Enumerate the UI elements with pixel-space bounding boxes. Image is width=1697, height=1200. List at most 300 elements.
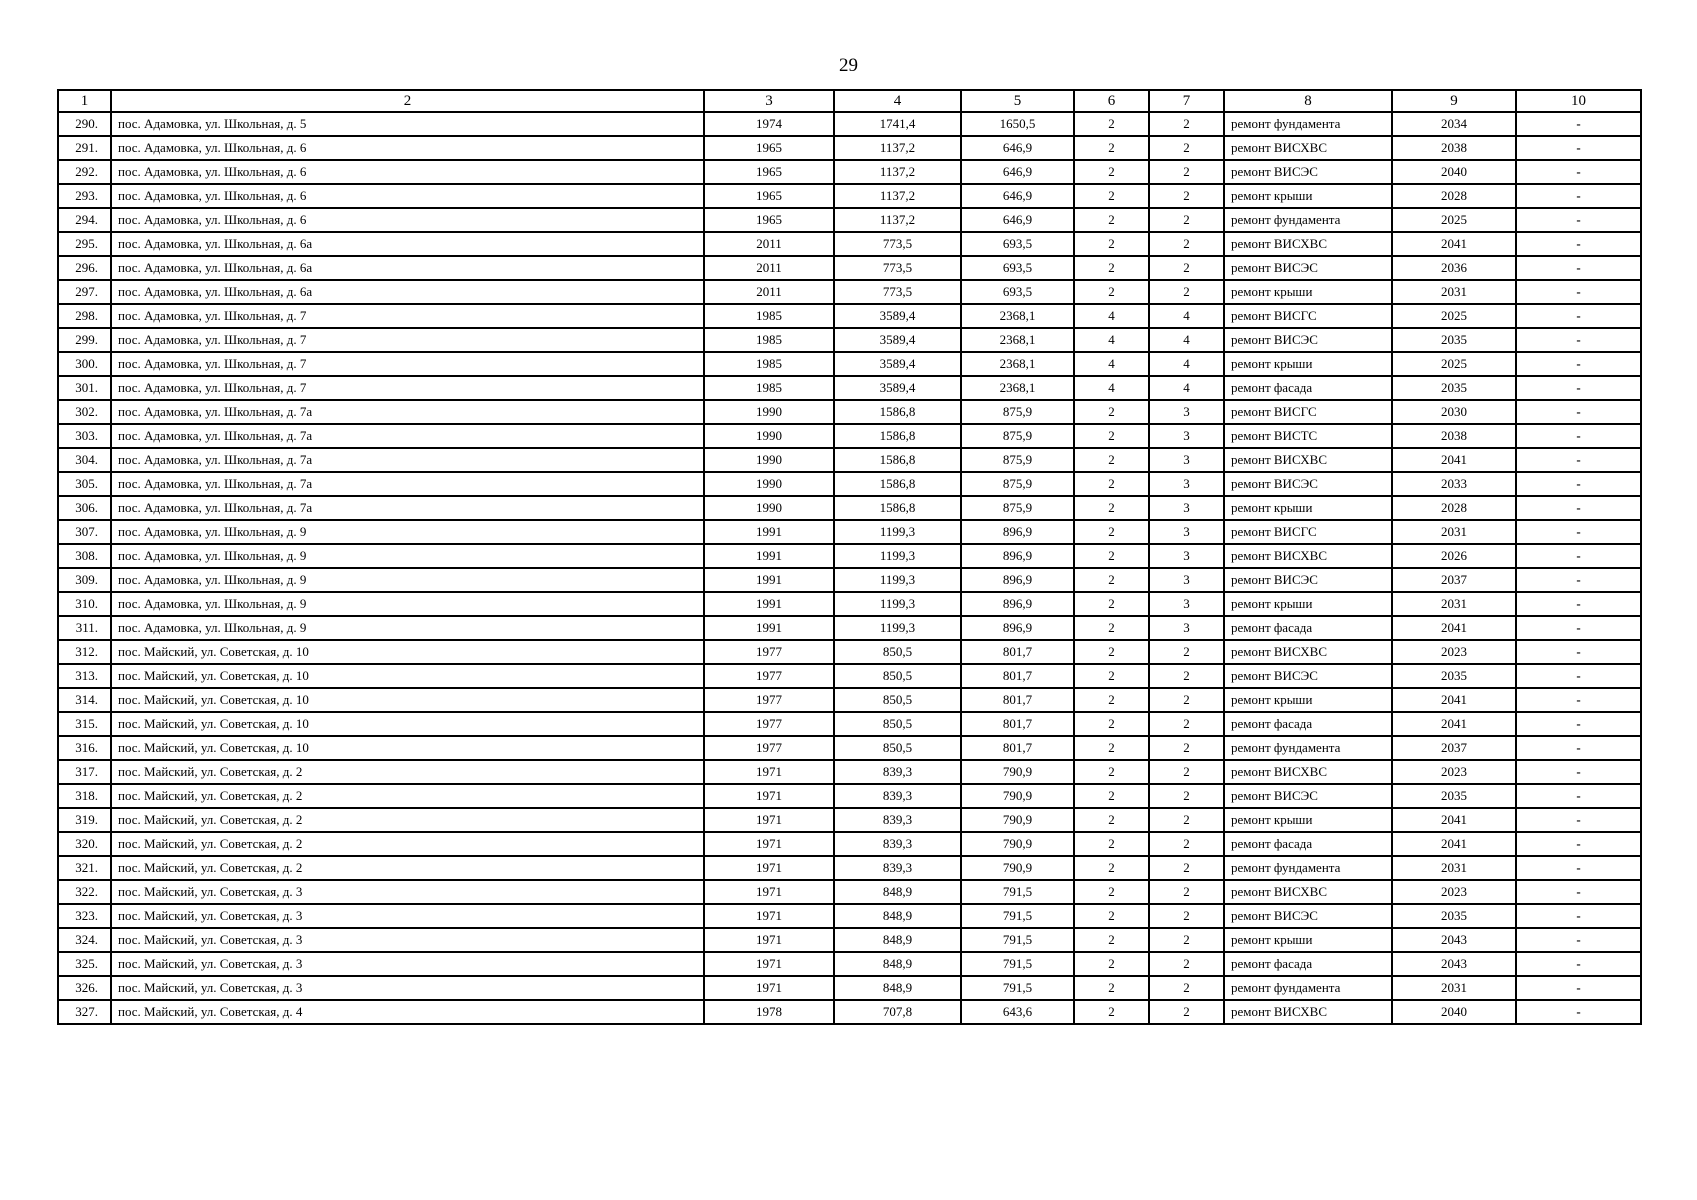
- table-row: [58, 784, 1641, 808]
- cell-total-area: 848,9: [834, 976, 961, 1000]
- cell-total-area: 3589,4: [834, 328, 961, 352]
- cell-note: -: [1516, 136, 1641, 160]
- table-row: [58, 856, 1641, 880]
- cell-total-area: 1586,8: [834, 496, 961, 520]
- cell-living-area: 875,9: [961, 424, 1074, 448]
- cell-total-area: 1741,4: [834, 112, 961, 136]
- cell-floors: 2: [1074, 928, 1149, 952]
- cell-work-type: ремонт ВИСЭС: [1224, 568, 1392, 592]
- cell-floors: 2: [1074, 688, 1149, 712]
- cell-floors: 2: [1074, 832, 1149, 856]
- cell-work-type: ремонт ВИСХВС: [1224, 448, 1392, 472]
- cell-work-type: ремонт ВИСЭС: [1224, 904, 1392, 928]
- cell-total-area: 850,5: [834, 736, 961, 760]
- cell-note: -: [1516, 808, 1641, 832]
- cell-floors: 2: [1074, 640, 1149, 664]
- cell-total-area: 707,8: [834, 1000, 961, 1024]
- cell-living-area: 646,9: [961, 184, 1074, 208]
- cell-living-area: 875,9: [961, 400, 1074, 424]
- cell-work-type: ремонт фундамента: [1224, 112, 1392, 136]
- cell-entrances: 3: [1149, 424, 1224, 448]
- table-row: [58, 256, 1641, 280]
- cell-total-area: 1199,3: [834, 520, 961, 544]
- cell-row-number: 326.: [58, 976, 111, 1000]
- cell-row-number: 308.: [58, 544, 111, 568]
- cell-entrances: 2: [1149, 160, 1224, 184]
- cell-entrances: 2: [1149, 928, 1224, 952]
- table-row: [58, 424, 1641, 448]
- cell-total-area: 1199,3: [834, 568, 961, 592]
- cell-planned-year: 2031: [1392, 856, 1516, 880]
- cell-living-area: 801,7: [961, 712, 1074, 736]
- cell-note: -: [1516, 184, 1641, 208]
- cell-floors: 4: [1074, 352, 1149, 376]
- cell-note: -: [1516, 592, 1641, 616]
- cell-living-area: 875,9: [961, 472, 1074, 496]
- cell-entrances: 2: [1149, 856, 1224, 880]
- cell-floors: 2: [1074, 784, 1149, 808]
- cell-row-number: 315.: [58, 712, 111, 736]
- cell-note: -: [1516, 832, 1641, 856]
- cell-address: пос. Майский, ул. Советская, д. 2: [111, 808, 704, 832]
- cell-planned-year: 2040: [1392, 1000, 1516, 1024]
- table-row: [58, 568, 1641, 592]
- table-row: [58, 328, 1641, 352]
- cell-floors: 2: [1074, 112, 1149, 136]
- column-header-3: 3: [704, 90, 834, 112]
- cell-entrances: 3: [1149, 568, 1224, 592]
- cell-living-area: 2368,1: [961, 304, 1074, 328]
- cell-note: -: [1516, 160, 1641, 184]
- cell-living-area: 791,5: [961, 904, 1074, 928]
- cell-work-type: ремонт ВИСГС: [1224, 400, 1392, 424]
- cell-floors: 2: [1074, 856, 1149, 880]
- table-body: [58, 112, 1641, 1024]
- cell-note: -: [1516, 448, 1641, 472]
- cell-note: -: [1516, 904, 1641, 928]
- cell-work-type: ремонт фасада: [1224, 832, 1392, 856]
- cell-year-built: 1990: [704, 400, 834, 424]
- cell-entrances: 2: [1149, 664, 1224, 688]
- cell-row-number: 296.: [58, 256, 111, 280]
- cell-address: пос. Майский, ул. Советская, д. 2: [111, 856, 704, 880]
- cell-entrances: 2: [1149, 952, 1224, 976]
- cell-row-number: 312.: [58, 640, 111, 664]
- cell-floors: 2: [1074, 760, 1149, 784]
- cell-address: пос. Адамовка, ул. Школьная, д. 9: [111, 520, 704, 544]
- cell-living-area: 693,5: [961, 256, 1074, 280]
- cell-year-built: 2011: [704, 280, 834, 304]
- cell-planned-year: 2025: [1392, 208, 1516, 232]
- cell-row-number: 291.: [58, 136, 111, 160]
- cell-living-area: 875,9: [961, 448, 1074, 472]
- table-row: [58, 592, 1641, 616]
- cell-floors: 2: [1074, 568, 1149, 592]
- cell-row-number: 324.: [58, 928, 111, 952]
- cell-planned-year: 2023: [1392, 640, 1516, 664]
- cell-living-area: 896,9: [961, 568, 1074, 592]
- table-row: [58, 904, 1641, 928]
- cell-address: пос. Майский, ул. Советская, д. 10: [111, 664, 704, 688]
- cell-year-built: 1985: [704, 304, 834, 328]
- cell-floors: 2: [1074, 136, 1149, 160]
- cell-living-area: 693,5: [961, 232, 1074, 256]
- table-row: [58, 496, 1641, 520]
- cell-total-area: 839,3: [834, 808, 961, 832]
- cell-note: -: [1516, 112, 1641, 136]
- table-row: [58, 208, 1641, 232]
- cell-address: пос. Майский, ул. Советская, д. 3: [111, 976, 704, 1000]
- cell-planned-year: 2037: [1392, 736, 1516, 760]
- table-row: [58, 976, 1641, 1000]
- cell-note: -: [1516, 280, 1641, 304]
- cell-work-type: ремонт ВИСХВС: [1224, 232, 1392, 256]
- cell-year-built: 1991: [704, 592, 834, 616]
- cell-living-area: 791,5: [961, 880, 1074, 904]
- cell-living-area: 1650,5: [961, 112, 1074, 136]
- cell-planned-year: 2023: [1392, 760, 1516, 784]
- cell-row-number: 320.: [58, 832, 111, 856]
- cell-work-type: ремонт фундамента: [1224, 856, 1392, 880]
- cell-work-type: ремонт крыши: [1224, 280, 1392, 304]
- cell-address: пос. Адамовка, ул. Школьная, д. 6а: [111, 232, 704, 256]
- cell-total-area: 839,3: [834, 784, 961, 808]
- cell-note: -: [1516, 496, 1641, 520]
- cell-total-area: 1137,2: [834, 184, 961, 208]
- cell-work-type: ремонт ВИСЭС: [1224, 256, 1392, 280]
- column-header-2: 2: [111, 90, 704, 112]
- cell-year-built: 1985: [704, 352, 834, 376]
- cell-row-number: 321.: [58, 856, 111, 880]
- cell-row-number: 306.: [58, 496, 111, 520]
- cell-year-built: 1965: [704, 184, 834, 208]
- table-row: [58, 472, 1641, 496]
- table-row: [58, 136, 1641, 160]
- cell-note: -: [1516, 664, 1641, 688]
- cell-year-built: 1977: [704, 712, 834, 736]
- cell-year-built: 1971: [704, 976, 834, 1000]
- table-row: [58, 448, 1641, 472]
- cell-living-area: 791,5: [961, 952, 1074, 976]
- cell-floors: 2: [1074, 280, 1149, 304]
- cell-total-area: 1137,2: [834, 160, 961, 184]
- cell-work-type: ремонт ВИСХВС: [1224, 640, 1392, 664]
- table-row: [58, 616, 1641, 640]
- cell-entrances: 2: [1149, 208, 1224, 232]
- cell-planned-year: 2035: [1392, 664, 1516, 688]
- cell-living-area: 896,9: [961, 544, 1074, 568]
- page-number: 29: [839, 55, 858, 76]
- cell-year-built: 1977: [704, 688, 834, 712]
- table-row: [58, 520, 1641, 544]
- cell-total-area: 839,3: [834, 832, 961, 856]
- cell-work-type: ремонт крыши: [1224, 808, 1392, 832]
- cell-address: пос. Адамовка, ул. Школьная, д. 6: [111, 160, 704, 184]
- cell-year-built: 1971: [704, 856, 834, 880]
- cell-planned-year: 2041: [1392, 616, 1516, 640]
- column-header-5: 5: [961, 90, 1074, 112]
- cell-entrances: 2: [1149, 976, 1224, 1000]
- cell-entrances: 2: [1149, 112, 1224, 136]
- cell-total-area: 1586,8: [834, 472, 961, 496]
- cell-row-number: 318.: [58, 784, 111, 808]
- cell-row-number: 323.: [58, 904, 111, 928]
- cell-entrances: 3: [1149, 400, 1224, 424]
- cell-work-type: ремонт ВИСЭС: [1224, 472, 1392, 496]
- cell-work-type: ремонт крыши: [1224, 592, 1392, 616]
- cell-row-number: 311.: [58, 616, 111, 640]
- cell-total-area: 1586,8: [834, 448, 961, 472]
- cell-planned-year: 2028: [1392, 496, 1516, 520]
- cell-note: -: [1516, 256, 1641, 280]
- cell-row-number: 319.: [58, 808, 111, 832]
- cell-planned-year: 2041: [1392, 688, 1516, 712]
- cell-planned-year: 2031: [1392, 976, 1516, 1000]
- table-row: [58, 544, 1641, 568]
- cell-row-number: 298.: [58, 304, 111, 328]
- cell-floors: 4: [1074, 304, 1149, 328]
- cell-note: -: [1516, 232, 1641, 256]
- cell-year-built: 1978: [704, 1000, 834, 1024]
- table-row: [58, 760, 1641, 784]
- cell-living-area: 896,9: [961, 616, 1074, 640]
- cell-year-built: 1991: [704, 568, 834, 592]
- table-row: [58, 352, 1641, 376]
- cell-year-built: 1990: [704, 448, 834, 472]
- cell-row-number: 303.: [58, 424, 111, 448]
- cell-row-number: 290.: [58, 112, 111, 136]
- cell-row-number: 293.: [58, 184, 111, 208]
- cell-work-type: ремонт фасада: [1224, 376, 1392, 400]
- cell-entrances: 2: [1149, 688, 1224, 712]
- cell-year-built: 1971: [704, 880, 834, 904]
- cell-entrances: 3: [1149, 448, 1224, 472]
- cell-year-built: 1974: [704, 112, 834, 136]
- cell-year-built: 1990: [704, 496, 834, 520]
- cell-total-area: 1137,2: [834, 136, 961, 160]
- cell-note: -: [1516, 568, 1641, 592]
- cell-note: -: [1516, 400, 1641, 424]
- cell-address: пос. Адамовка, ул. Школьная, д. 7: [111, 328, 704, 352]
- cell-note: -: [1516, 544, 1641, 568]
- cell-note: -: [1516, 784, 1641, 808]
- cell-note: -: [1516, 376, 1641, 400]
- cell-total-area: 850,5: [834, 712, 961, 736]
- cell-planned-year: 2036: [1392, 256, 1516, 280]
- cell-floors: 2: [1074, 544, 1149, 568]
- cell-work-type: ремонт крыши: [1224, 352, 1392, 376]
- cell-total-area: 773,5: [834, 256, 961, 280]
- cell-entrances: 2: [1149, 760, 1224, 784]
- cell-address: пос. Майский, ул. Советская, д. 10: [111, 712, 704, 736]
- cell-entrances: 2: [1149, 280, 1224, 304]
- table-row: [58, 928, 1641, 952]
- cell-living-area: 790,9: [961, 808, 1074, 832]
- cell-note: -: [1516, 880, 1641, 904]
- cell-living-area: 2368,1: [961, 376, 1074, 400]
- cell-address: пос. Майский, ул. Советская, д. 10: [111, 640, 704, 664]
- cell-living-area: 2368,1: [961, 352, 1074, 376]
- cell-work-type: ремонт фасада: [1224, 712, 1392, 736]
- cell-entrances: 3: [1149, 616, 1224, 640]
- cell-total-area: 1586,8: [834, 400, 961, 424]
- table-row: [58, 280, 1641, 304]
- cell-row-number: 310.: [58, 592, 111, 616]
- cell-entrances: 2: [1149, 808, 1224, 832]
- cell-row-number: 294.: [58, 208, 111, 232]
- cell-living-area: 801,7: [961, 640, 1074, 664]
- cell-work-type: ремонт ВИСЭС: [1224, 160, 1392, 184]
- cell-entrances: 2: [1149, 136, 1224, 160]
- table-row: [58, 160, 1641, 184]
- cell-planned-year: 2035: [1392, 784, 1516, 808]
- cell-note: -: [1516, 736, 1641, 760]
- cell-planned-year: 2026: [1392, 544, 1516, 568]
- cell-year-built: 1991: [704, 520, 834, 544]
- cell-entrances: 3: [1149, 472, 1224, 496]
- cell-floors: 2: [1074, 496, 1149, 520]
- cell-work-type: ремонт фасада: [1224, 616, 1392, 640]
- cell-year-built: 1971: [704, 784, 834, 808]
- table-row: [58, 664, 1641, 688]
- cell-total-area: 850,5: [834, 688, 961, 712]
- cell-living-area: 790,9: [961, 760, 1074, 784]
- table-row: [58, 736, 1641, 760]
- cell-entrances: 4: [1149, 304, 1224, 328]
- cell-note: -: [1516, 688, 1641, 712]
- cell-year-built: 1977: [704, 736, 834, 760]
- cell-year-built: 1971: [704, 952, 834, 976]
- cell-floors: 2: [1074, 424, 1149, 448]
- cell-year-built: 1965: [704, 208, 834, 232]
- cell-row-number: 317.: [58, 760, 111, 784]
- cell-total-area: 850,5: [834, 664, 961, 688]
- cell-address: пос. Адамовка, ул. Школьная, д. 7: [111, 352, 704, 376]
- cell-living-area: 801,7: [961, 664, 1074, 688]
- cell-total-area: 848,9: [834, 880, 961, 904]
- cell-address: пос. Майский, ул. Советская, д. 3: [111, 904, 704, 928]
- cell-planned-year: 2030: [1392, 400, 1516, 424]
- cell-planned-year: 2035: [1392, 904, 1516, 928]
- cell-note: -: [1516, 640, 1641, 664]
- cell-floors: 2: [1074, 664, 1149, 688]
- cell-planned-year: 2041: [1392, 808, 1516, 832]
- cell-year-built: 1977: [704, 640, 834, 664]
- cell-planned-year: 2040: [1392, 160, 1516, 184]
- table-header-row: [58, 90, 1641, 112]
- cell-year-built: 1971: [704, 808, 834, 832]
- cell-row-number: 295.: [58, 232, 111, 256]
- cell-work-type: ремонт ВИСХВС: [1224, 760, 1392, 784]
- cell-address: пос. Адамовка, ул. Школьная, д. 7: [111, 376, 704, 400]
- cell-address: пос. Адамовка, ул. Школьная, д. 9: [111, 568, 704, 592]
- cell-address: пос. Майский, ул. Советская, д. 3: [111, 880, 704, 904]
- cell-total-area: 1199,3: [834, 616, 961, 640]
- cell-row-number: 292.: [58, 160, 111, 184]
- cell-floors: 2: [1074, 880, 1149, 904]
- cell-entrances: 2: [1149, 832, 1224, 856]
- cell-floors: 2: [1074, 976, 1149, 1000]
- cell-note: -: [1516, 208, 1641, 232]
- cell-floors: 2: [1074, 160, 1149, 184]
- cell-entrances: 2: [1149, 640, 1224, 664]
- cell-entrances: 2: [1149, 184, 1224, 208]
- cell-floors: 4: [1074, 328, 1149, 352]
- cell-address: пос. Адамовка, ул. Школьная, д. 5: [111, 112, 704, 136]
- cell-total-area: 1199,3: [834, 544, 961, 568]
- cell-address: пос. Адамовка, ул. Школьная, д. 7а: [111, 424, 704, 448]
- cell-address: пос. Адамовка, ул. Школьная, д. 6: [111, 184, 704, 208]
- cell-note: -: [1516, 712, 1641, 736]
- cell-entrances: 2: [1149, 232, 1224, 256]
- table-row: [58, 712, 1641, 736]
- cell-note: -: [1516, 1000, 1641, 1024]
- cell-living-area: 646,9: [961, 160, 1074, 184]
- cell-floors: 2: [1074, 808, 1149, 832]
- cell-work-type: ремонт фундамента: [1224, 736, 1392, 760]
- cell-work-type: ремонт ВИСХВС: [1224, 544, 1392, 568]
- cell-entrances: 3: [1149, 544, 1224, 568]
- cell-total-area: 773,5: [834, 280, 961, 304]
- cell-address: пос. Майский, ул. Советская, д. 10: [111, 736, 704, 760]
- cell-planned-year: 2041: [1392, 712, 1516, 736]
- cell-planned-year: 2037: [1392, 568, 1516, 592]
- cell-note: -: [1516, 424, 1641, 448]
- cell-planned-year: 2035: [1392, 376, 1516, 400]
- cell-entrances: 2: [1149, 256, 1224, 280]
- cell-living-area: 801,7: [961, 688, 1074, 712]
- cell-floors: 2: [1074, 472, 1149, 496]
- cell-living-area: 896,9: [961, 520, 1074, 544]
- cell-row-number: 327.: [58, 1000, 111, 1024]
- table-row: [58, 832, 1641, 856]
- cell-floors: 2: [1074, 712, 1149, 736]
- cell-total-area: 848,9: [834, 952, 961, 976]
- cell-address: пос. Майский, ул. Советская, д. 4: [111, 1000, 704, 1024]
- cell-work-type: ремонт фасада: [1224, 952, 1392, 976]
- cell-planned-year: 2025: [1392, 352, 1516, 376]
- cell-year-built: 1991: [704, 544, 834, 568]
- cell-entrances: 3: [1149, 592, 1224, 616]
- table-row: [58, 808, 1641, 832]
- cell-work-type: ремонт ВИСЭС: [1224, 784, 1392, 808]
- cell-address: пос. Адамовка, ул. Школьная, д. 7а: [111, 496, 704, 520]
- cell-row-number: 325.: [58, 952, 111, 976]
- cell-planned-year: 2041: [1392, 232, 1516, 256]
- cell-living-area: 643,6: [961, 1000, 1074, 1024]
- cell-planned-year: 2043: [1392, 928, 1516, 952]
- cell-work-type: ремонт ВИСГС: [1224, 304, 1392, 328]
- cell-living-area: 875,9: [961, 496, 1074, 520]
- cell-floors: 2: [1074, 448, 1149, 472]
- cell-row-number: 314.: [58, 688, 111, 712]
- cell-year-built: 1985: [704, 376, 834, 400]
- cell-address: пос. Майский, ул. Советская, д. 3: [111, 928, 704, 952]
- column-header-1: 1: [58, 90, 111, 112]
- table-row: [58, 952, 1641, 976]
- table-row: [58, 376, 1641, 400]
- cell-planned-year: 2031: [1392, 280, 1516, 304]
- cell-total-area: 848,9: [834, 904, 961, 928]
- table-row: [58, 232, 1641, 256]
- cell-year-built: 1965: [704, 136, 834, 160]
- cell-work-type: ремонт фундамента: [1224, 208, 1392, 232]
- cell-address: пос. Адамовка, ул. Школьная, д. 9: [111, 544, 704, 568]
- cell-row-number: 313.: [58, 664, 111, 688]
- table-row: [58, 1000, 1641, 1024]
- cell-address: пос. Майский, ул. Советская, д. 3: [111, 952, 704, 976]
- cell-note: -: [1516, 304, 1641, 328]
